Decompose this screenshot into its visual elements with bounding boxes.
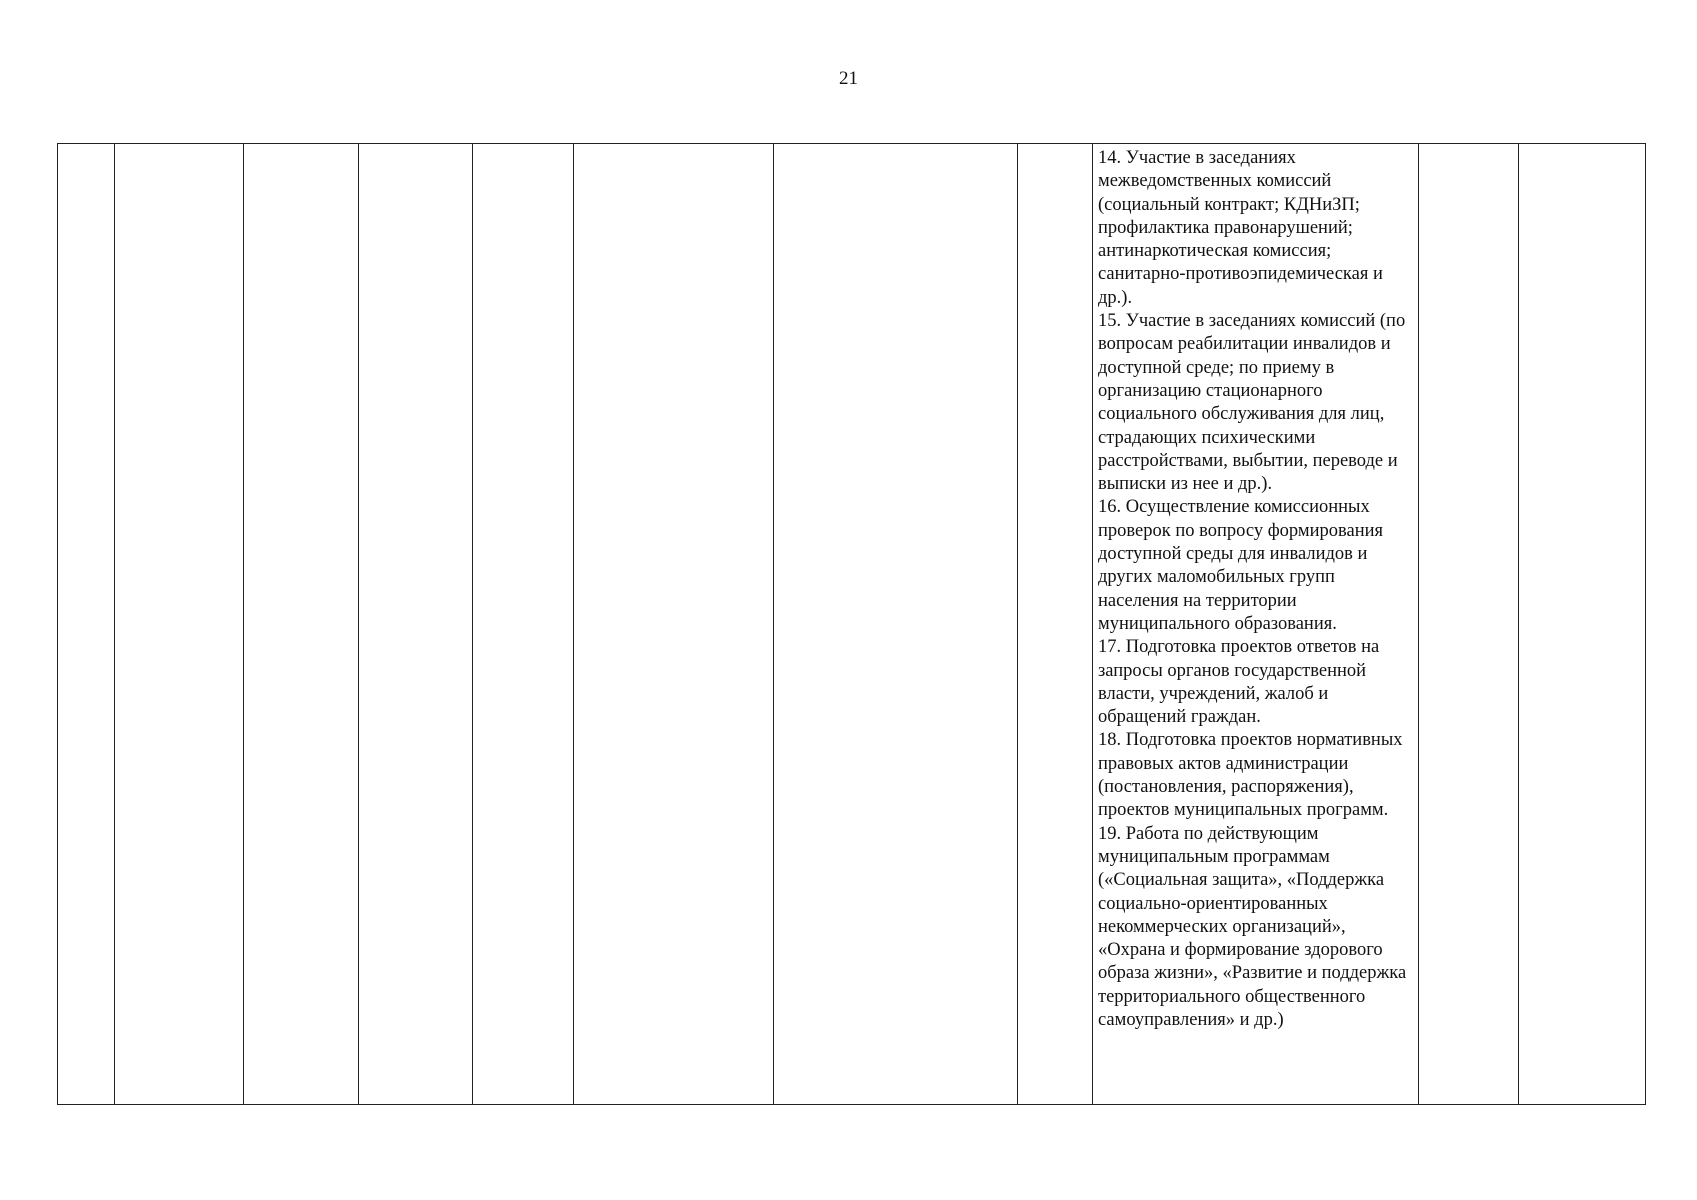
table-cell-duties — [1093, 144, 1419, 1105]
table-cell-col-8 — [1018, 144, 1093, 1105]
table-cell-col-6 — [574, 144, 774, 1105]
table-cell-col-11 — [1519, 144, 1646, 1105]
table-cell-col-4 — [359, 144, 473, 1105]
table-cell-col-1 — [58, 144, 115, 1105]
duty-item-15: 15. Участие в заседаниях комиссий (по вопросам реабилитации инвалидов и доступной среде; по приему в организацию стационарного социального обслуживания для лиц, страдающих психическими расстройствами, выбытии, переводе и выписки из нее и др.). — [1098, 311, 1406, 495]
page-number: 21 — [839, 68, 858, 89]
table-cell-col-5 — [473, 144, 574, 1105]
duty-item-14: 14. Участие в заседаниях межведомственных комиссий (социальный контракт; КДНиЗП; профилактика правонарушений; антинаркотическая комиссия; санитарно-противоэпидемическая и др.). — [1098, 148, 1383, 308]
duty-item-17: 17. Подготовка проектов ответов на запросы органов государственной власти, учреждений, жалоб и обращений граждан. — [1098, 637, 1380, 728]
duty-item-19: 19. Работа по действующим муниципальным программам («Социальная защита», «Поддержка социально-ориентированных некоммерческих организаций», «Охрана и формирование здорового образа жизни», «Развитие и поддержка территориального общественного самоуправления» и др.) — [1098, 823, 1407, 1030]
table-cell-col-3 — [244, 144, 359, 1105]
duty-item-18: 18. Подготовка проектов нормативных правовых актов администрации (постановления, распоряжения), проектов муниципальных программ. — [1098, 730, 1403, 821]
table-cell-col-7 — [774, 144, 1018, 1105]
duty-item-16: 16. Осуществление комиссионных проверок по вопросу формирования доступной среды для инвалидов и других маломобильных групп населения на территории муниципального образования. — [1098, 497, 1384, 634]
table-cell-col-2 — [115, 144, 244, 1105]
document-table — [57, 143, 1646, 1105]
table-cell-col-10 — [1419, 144, 1519, 1105]
table-row — [58, 144, 1646, 1105]
